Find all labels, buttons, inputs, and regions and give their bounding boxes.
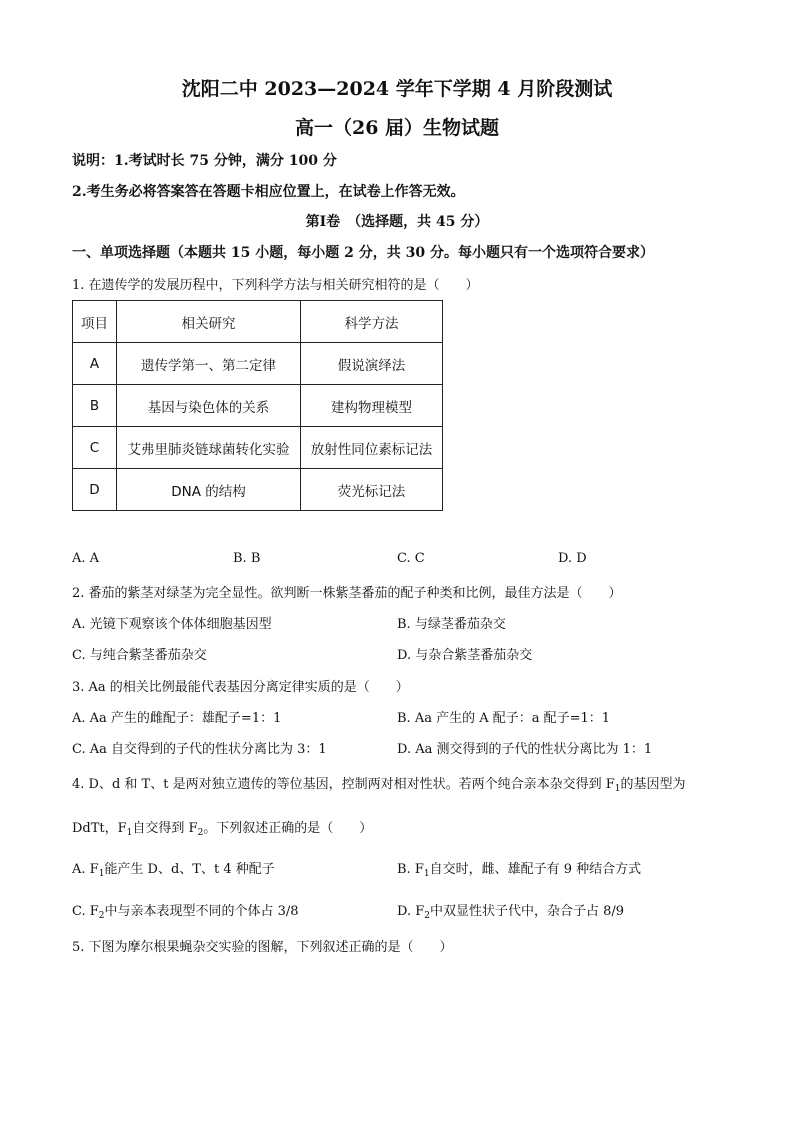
- table-cell: DNA 的结构: [117, 469, 301, 511]
- table-cell: 艾弗里肺炎链球菌转化实验: [117, 427, 301, 469]
- q3-option-c: C. Aa 自交得到的子代的性状分离比为 3：1: [72, 742, 327, 757]
- q1-table: [72, 300, 443, 511]
- exam-title: 沈阳二中 2023—2024 学年下学期 4 月阶段测试: [181, 78, 613, 100]
- table-cell: 假说演绎法: [301, 343, 443, 385]
- q1-stem: 1. 在遗传学的发展历程中，下列科学方法与相关研究相符的是（ ）: [72, 278, 479, 293]
- q3-option-a: A. Aa 产生的雌配子：雄配子=1：1: [72, 711, 282, 726]
- q3-stem: 3. Aa 的相关比例最能代表基因分离定律实质的是（ ）: [72, 680, 409, 695]
- q4-option-c: C. $F_2$中与亲本表现型不同的个体占 3/8: [72, 904, 299, 921]
- table-row: [73, 427, 443, 469]
- table-cell: 荧光标记法: [301, 469, 443, 511]
- q1-option-d: D. D: [558, 551, 587, 566]
- part-heading: 一、单项选择题（本题共 15 小题，每小题 2 分，共 30 分。每小题只有一个选项符合要求）: [72, 245, 654, 261]
- table-header-cell: 科学方法: [301, 301, 443, 343]
- q4-stem-line1: 4. D、d 和 T、t 是两对独立遗传的等位基因，控制两对相对性状。若两个纯合亲本杂交得到 $F_1$的基因型为: [72, 777, 686, 794]
- table-cell: 基因与染色体的关系: [117, 385, 301, 427]
- q5-stem: 5. 下图为摩尔根果蝇杂交实验的图解，下列叙述正确的是（ ）: [72, 940, 453, 955]
- q2-option-a: A. 光镜下观察该个体体细胞基因型: [72, 617, 272, 632]
- exam-subtitle: 高一（26 届）生物试题: [294, 117, 500, 139]
- q1-option-b: B. B: [233, 551, 261, 566]
- table-header-cell: 相关研究: [117, 301, 301, 343]
- q3-option-b: B. Aa 产生的 A 配子：a 配子=1：1: [397, 711, 611, 726]
- q4-option-d: D. $F_2$中双显性状子代中，杂合子占 8/9: [397, 904, 625, 921]
- q2-option-c: C. 与纯合紫茎番茄杂交: [72, 648, 207, 663]
- table-header-row: [73, 301, 443, 343]
- table-cell: 遗传学第一、第二定律: [117, 343, 301, 385]
- q4-option-b: B. $F_1$自交时，雌、雄配子有 9 种结合方式: [397, 862, 642, 879]
- table-cell: 建构物理模型: [301, 385, 443, 427]
- table-row: [73, 343, 443, 385]
- q1-option-c: C. C: [397, 551, 425, 566]
- table-cell: C: [73, 427, 117, 469]
- q4-stem-line2: DdTt，$F_1$自交得到 $F_2$。下列叙述正确的是（ ）: [72, 821, 373, 838]
- volume-heading: 第Ⅰ卷 （选择题，共 45 分）: [305, 214, 489, 230]
- note-duration: 说明：1.考试时长 75 分钟，满分 100 分: [72, 153, 337, 169]
- table-cell: D: [73, 469, 117, 511]
- table-row: [73, 385, 443, 427]
- table-header-cell: 项目: [73, 301, 117, 343]
- table-cell: B: [73, 385, 117, 427]
- table-row: [73, 469, 443, 511]
- q2-option-b: B. 与绿茎番茄杂交: [397, 617, 506, 632]
- q3-option-d: D. Aa 测交得到的子代的性状分离比为 1：1: [397, 742, 653, 757]
- note-answer-sheet: 2.考生务必将答案答在答题卡相应位置上，在试卷上作答无效。: [72, 184, 465, 200]
- q2-stem: 2. 番茄的紫茎对绿茎为完全显性。欲判断一株紫茎番茄的配子种类和比例，最佳方法是（ ）: [72, 586, 622, 601]
- q4-option-a: A. $F_1$能产生 D、d、T、t 4 种配子: [72, 862, 275, 879]
- table-cell: A: [73, 343, 117, 385]
- table-cell: 放射性同位素标记法: [301, 427, 443, 469]
- q2-option-d: D. 与杂合紫茎番茄杂交: [397, 648, 533, 663]
- q1-option-a: A. A: [72, 551, 100, 566]
